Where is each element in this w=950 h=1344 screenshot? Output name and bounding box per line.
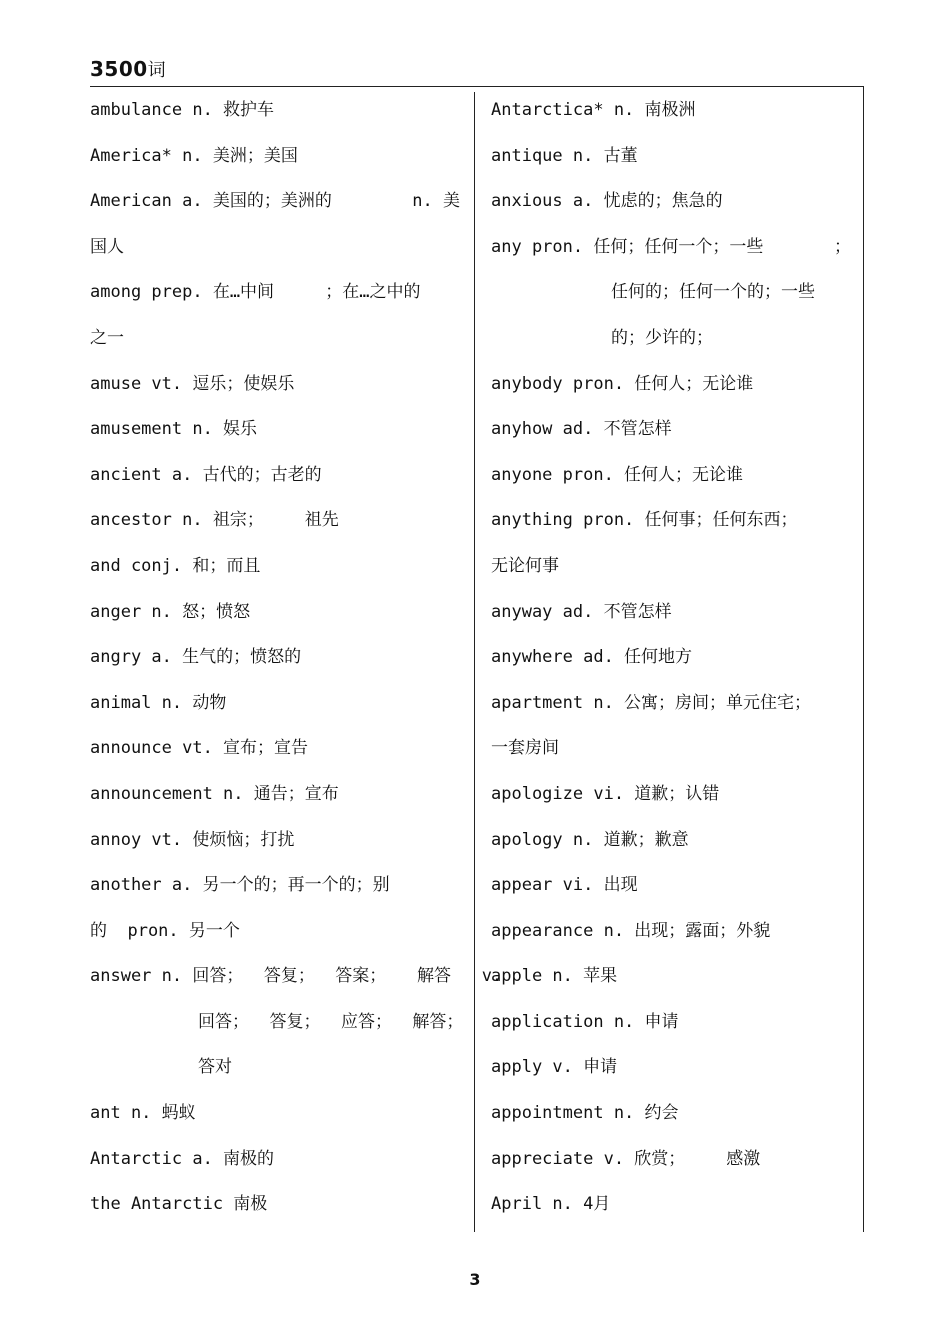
vocab-entry [491,1000,851,1046]
vocab-entry [491,1137,851,1183]
vocab-entry-text: antique n. 古董 [491,145,638,166]
vocab-entry [90,954,503,1000]
vocab-entry-text: announce vt. 宣布；宣告 [90,738,309,759]
vocab-entry-text: among prep. 在…中间 ；在…之中的 [90,282,421,303]
vocab-entry-text: apology n. 道歉；歉意 [491,829,689,850]
vocab-entry-text: 答对 [198,1057,232,1078]
vocab-entry [491,863,851,909]
vocab-entry-text: anywhere ad. 任何地方 [491,647,693,668]
vocab-entry [90,863,460,909]
vocab-entry-text: appear vi. 出现 [491,875,638,896]
vocab-entry [90,179,460,225]
vocab-entry-text: anyhow ad. 不管怎样 [491,419,672,440]
vocab-entry-tail: ； [834,236,851,257]
vocab-entry-text: 回答； 答复； 应答； 解答； [198,1011,464,1032]
vocab-entry [491,498,851,544]
vocab-entry-text: annoy vt. 使烦恼；打扰 [90,829,295,850]
vocab-entry-text: Antarctic a. 南极的 [90,1148,275,1169]
vocab-entry [90,316,460,362]
header-title: 3500 [90,57,148,81]
vocab-entry [491,134,851,180]
vocab-entry-text: amuse vt. 逗乐；使娱乐 [90,373,295,394]
vocab-entry [491,362,851,408]
vocab-entry-text: another a. 另一个的；再一个的；别 [90,875,390,896]
column-divider [474,92,475,1232]
vocab-entry [491,544,851,590]
vocab-entry [90,635,460,681]
vocab-entry-text: Antarctica* n. 南极洲 [491,100,696,120]
vocab-entry-text: anything pron. 任何事；任何东西； [491,510,798,531]
vocab-entry-text: announcement n. 通告；宣布 [90,783,339,804]
vocab-entry [491,909,851,955]
vocab-entry-text: appreciate v. 欣赏； 感激 [491,1148,761,1169]
header-rule [90,86,864,87]
vocab-entry [90,681,460,727]
vocab-entry-text: angry a. 生气的；愤怒的 [90,647,302,668]
vocab-entry-text: American a. 美国的；美洲的 [90,191,332,212]
vocab-entry [90,88,460,134]
vocab-entry [491,316,851,362]
page-header [90,56,166,82]
vocab-entry [90,453,460,499]
vocab-entry-text: America* n. 美洲；美国 [90,145,298,166]
vocab-entry [491,453,851,499]
vocab-entry-text: anybody pron. 任何人；无论谁 [491,373,754,394]
vocab-entry [491,179,851,225]
vocab-entry-text: 国人 [90,236,124,257]
vocab-entry-text: anyone pron. 任何人；无论谁 [491,464,744,485]
vocab-entry [90,1137,460,1183]
vocab-entry-text: appearance n. 出现；露面；外貌 [491,920,771,941]
vocab-entry [90,818,460,864]
vocab-entry-text: answer n. 回答； 答复； 答案； 解答 v. [90,966,503,987]
vocab-entry-text: the Antarctic 南极 [90,1194,268,1215]
vocab-entry [90,590,460,636]
header-title-cn: 词 [147,60,167,81]
vocab-entry-text: appointment n. 约会 [491,1103,679,1124]
vocab-entry-text: apple n. 苹果 [491,966,618,987]
vocab-entry-text: 的 pron. 另一个 [90,920,240,941]
vocab-entry-tail: n. 美 [412,191,460,212]
vocab-entry [90,772,460,818]
vocab-entry [491,818,851,864]
vocab-entry [90,407,460,453]
vocab-entry-text: anyway ad. 不管怎样 [491,601,672,622]
vocab-entry-text: ancestor n. 祖宗； 祖先 [90,510,339,531]
vocab-entry [90,270,460,316]
vocab-entry-text: apologize vi. 道歉；认错 [491,783,720,804]
left-column [90,88,503,1228]
vocab-entry [90,909,460,955]
vocab-entry [90,1091,460,1137]
vocab-entry [90,362,460,408]
vocab-entry [90,544,460,590]
vocab-entry-text: anger n. 怒；愤怒 [90,601,251,622]
vocab-entry-text: ambulance n. 救护车 [90,100,275,120]
vocab-entry [491,88,851,134]
vocab-entry-text: anxious a. 忧虑的；焦急的 [491,191,723,212]
vocab-entry [90,1000,464,1046]
vocab-entry-text: apartment n. 公寓；房间；单元住宅； [491,692,812,713]
vocab-entry [90,1045,460,1091]
vocab-entry [491,1182,851,1228]
vocab-entry [90,225,460,271]
vocab-entry [90,134,460,180]
vocab-entry [491,726,851,772]
vocab-entry-text: April n. 4月 [491,1194,611,1215]
vocab-entry-text: 一套房间 [491,738,559,759]
vocab-entry-text: any pron. 任何；任何一个；一些 [491,236,764,257]
vocab-entry [491,681,851,727]
vocab-entry-text: apply v. 申请 [491,1057,618,1078]
vocab-entry-text: application n. 申请 [491,1011,679,1032]
vocab-entry-text: 无论何事 [491,555,559,576]
vocab-entry [491,954,851,1000]
vocab-entry [491,270,851,316]
vocab-entry [90,726,460,772]
vocab-entry-text: 任何的；任何一个的；一些 [611,282,815,303]
vocab-entry-text: 之一 [90,327,124,348]
vocab-entry [491,1045,851,1091]
vocab-entry [491,772,851,818]
vocab-entry-text: and conj. 和；而且 [90,555,261,576]
vocab-entry-text: ant n. 蚂蚁 [90,1103,196,1124]
vocab-entry [90,1182,460,1228]
vocab-entry-text: ancient a. 古代的；古老的 [90,464,322,485]
vocab-entry-text: amusement n. 娱乐 [90,419,258,440]
right-border [863,86,864,1232]
vocab-entry [491,225,851,271]
vocab-entry [491,590,851,636]
vocab-entry [90,498,460,544]
vocab-entry [491,635,851,681]
vocab-entry [491,1091,851,1137]
vocab-entry-text: animal n. 动物 [90,692,227,713]
vocab-entry [491,407,851,453]
right-column [491,88,851,1228]
vocab-entry-text: 的；少许的； [611,327,713,348]
page-number: 3 [469,1270,481,1289]
